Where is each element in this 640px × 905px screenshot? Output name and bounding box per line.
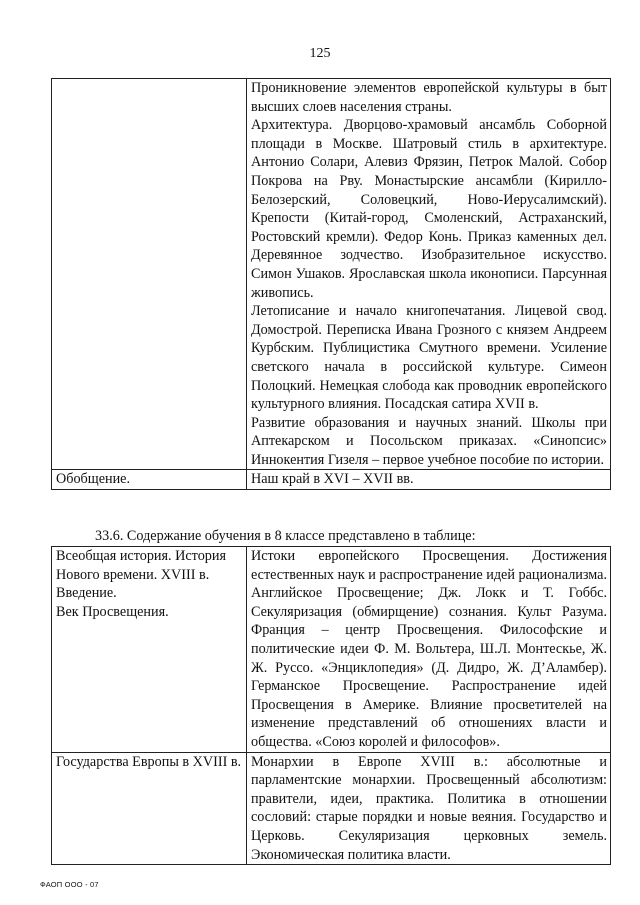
table-cell-topic: Государства Европы в XVIII в. xyxy=(52,752,247,865)
table-cell-content xyxy=(247,79,611,470)
content-table-7th-grade-continuation xyxy=(51,78,611,490)
table-row xyxy=(52,79,611,470)
table-cell-topic xyxy=(52,547,247,753)
topic-line: Век Просвещения. xyxy=(56,603,169,620)
table-cell-content: Истоки европейского Просвещения. Достижения естественных наук и распространение идей рационализма. Английское Просвещение; Дж. Локк и Т. Гоббс. Секуляризация (обмирщение) сознания. Культ Разума. Франция – центр Просвещения. Философские и политические идеи Ф. М. Вольтера, Ш.Л. Монтескье, Ж. Ж. Руссо. «Энциклопедия» (Д. Дидро, Ж. Д’Аламбер). Германское Просвещение. Распространение идей Просвещения в Америке. Влияние просветителей на изменение представлений об отношениях власти и общества. «Союз королей и философов». xyxy=(247,547,611,753)
table-cell-topic: Обобщение. xyxy=(52,470,247,490)
paragraph-architecture: Архитектура. Дворцово-храмовый ансамбль Соборной площади в Москве. Шатровый стиль в архитектуре. Антонио Солари, Алевиз Фрязин, Петрок Малой. Собор Покрова на Рву. Монастырские ансамбли (Кирилло-Белозерский, Соловецкий, Ново-Иерусалимский). Крепости (Китай-город, Смоленский, Астраханский, Ростовский кремли). Федор Конь. Приказ каменных дел. Деревянное зодчество. Изобразительное искусство. Симон Ушаков. Ярославская школа иконописи. Парсунная живопись. xyxy=(251,117,607,301)
table-row xyxy=(52,547,611,753)
table-row xyxy=(52,752,611,865)
topic-line: Введение. xyxy=(56,585,117,602)
table-cell-content: Монархии в Европе XVIII в.: абсолютные и парламентские монархии. Просвещенный абсолютизм: правители, идеи, практика. Политика в отношении сословий: старые порядки и новые веяния. Государство и Церковь. Секуляризация церковных земель. Экономическая политика власти. xyxy=(247,752,611,865)
table-cell-topic xyxy=(52,79,247,470)
table-row xyxy=(52,470,611,490)
paragraph-european-influence: Проникновение элементов европейской культуры в быт высших слоев населения страны. xyxy=(251,80,607,115)
section-caption: 33.6. Содержание обучения в 8 классе представлено в таблице: xyxy=(95,528,476,544)
paragraph-education: Развитие образования и научных знаний. Школы при Аптекарском и Посольском приказах. «Синопсис» Иннокентия Гизеля – первое учебное пособие по истории. xyxy=(251,414,607,468)
paragraph-chronicles: Летописание и начало книгопечатания. Лицевой свод. Домострой. Переписка Ивана Грозного с князем Андреем Курбским. Публицистика Смутного времени. Усиление светского начала в российской культуре. Симеон Полоцкий. Немецкая слобода как проводник европейского культурного влияния. Посадская сатира XVII в. xyxy=(251,303,607,413)
topic-line: Нового времени. XVIII в. xyxy=(56,566,210,583)
content-table-8th-grade xyxy=(51,546,611,865)
page-number: 125 xyxy=(309,46,331,61)
footer-code: ФАОП ООО - 07 xyxy=(40,880,99,889)
table-cell-content: Наш край в XVI – XVII вв. xyxy=(247,470,611,490)
topic-line: Всеобщая история. История xyxy=(56,548,227,564)
